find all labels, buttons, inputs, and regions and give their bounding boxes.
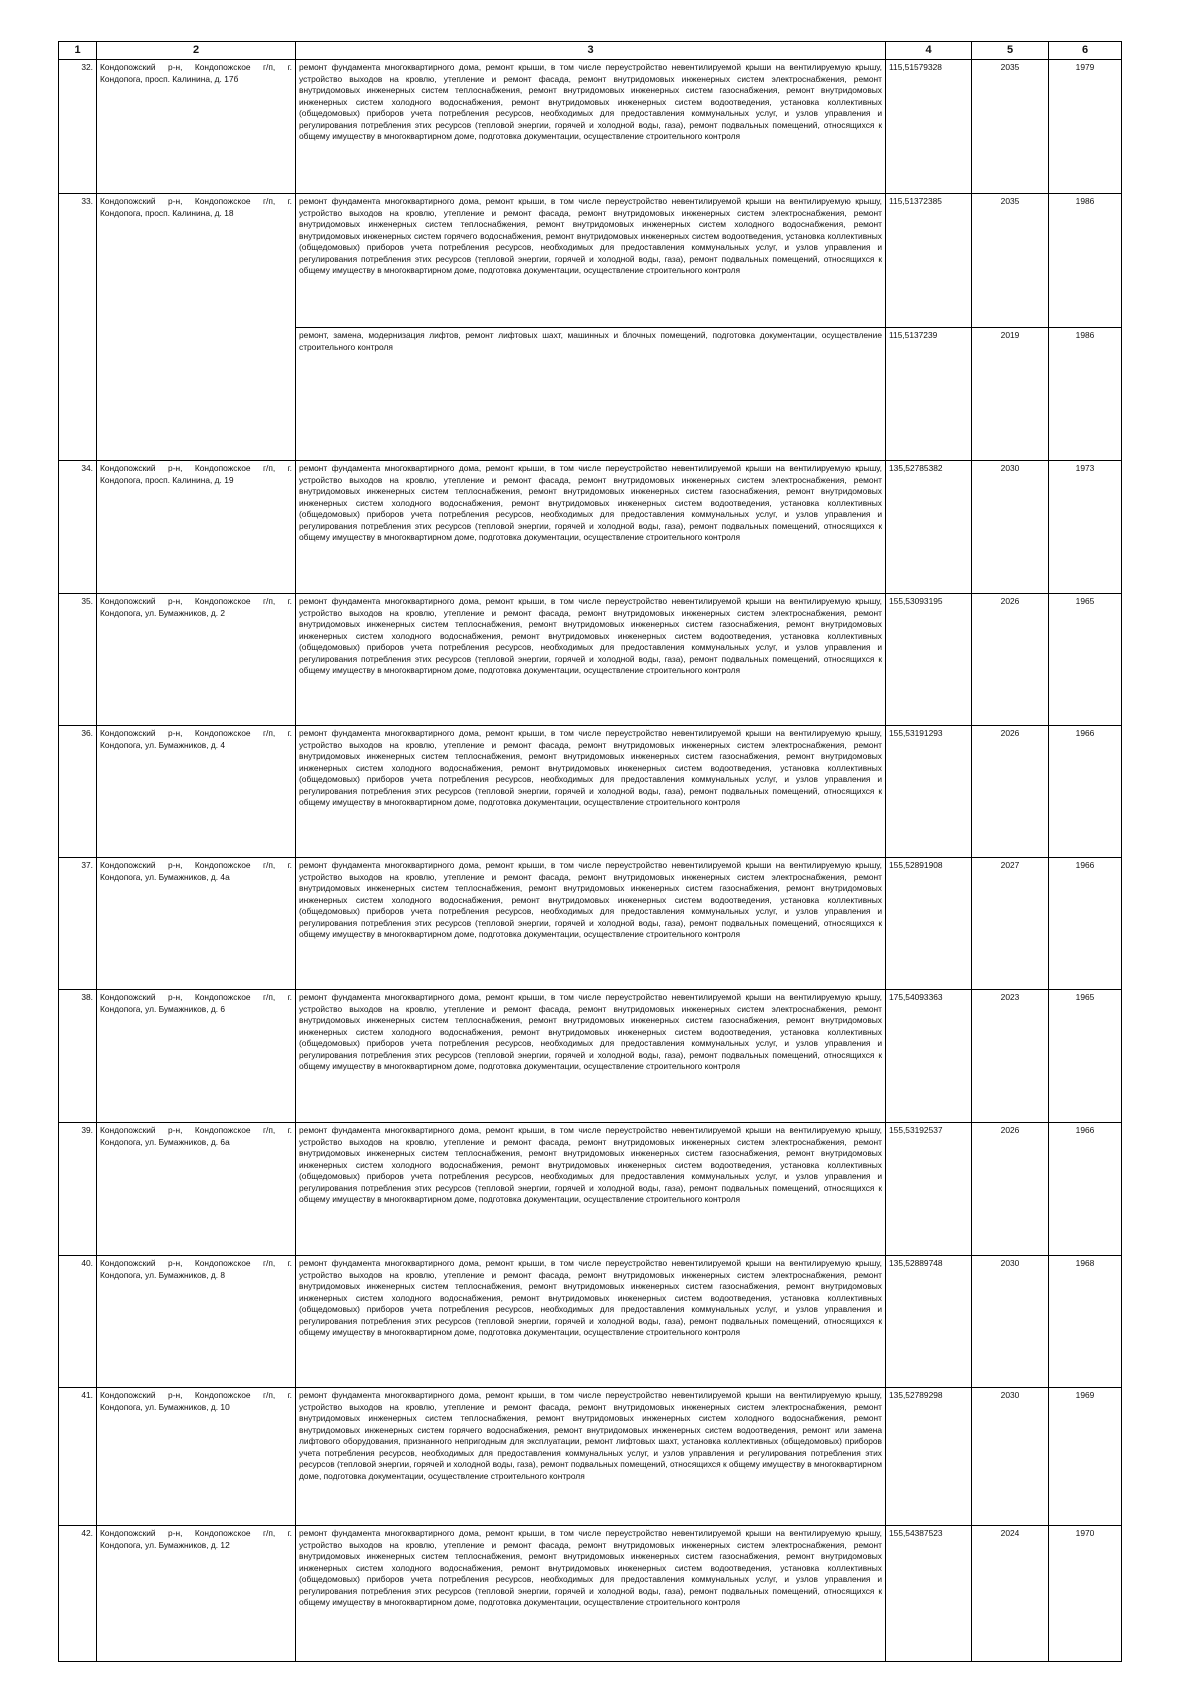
address-cell: Кондопожский р-н, Кондопожское г/п, г. Кондопога, просп. Калинина, д. 18 — [97, 194, 296, 461]
cost-cell: 115,51372385 — [886, 194, 972, 328]
year-cell: 2035 — [972, 60, 1049, 194]
row-number: 34. — [59, 461, 97, 594]
column-header: 1 — [59, 42, 97, 60]
built-year-cell: 1965 — [1049, 594, 1122, 726]
cost-cell: 175,54093363 — [886, 990, 972, 1123]
cost-cell: 155,53191293 — [886, 726, 972, 858]
built-year-cell: 1968 — [1049, 1256, 1122, 1388]
column-header: 3 — [296, 42, 886, 60]
built-year-cell: 1969 — [1049, 1388, 1122, 1526]
works-cell: ремонт, замена, модернизация лифтов, ремонт лифтовых шахт, машинных и блочных помещений, подготовка документации, осуществление строительного контроля — [296, 328, 886, 461]
row-number: 39. — [59, 1123, 97, 1256]
address-cell: Кондопожский р-н, Кондопожское г/п, г. Кондопога, ул. Бумажников, д. 4а — [97, 858, 296, 990]
row-number: 40. — [59, 1256, 97, 1388]
works-cell: ремонт фундамента многоквартирного дома, ремонт крыши, в том числе переустройство невентилируемой крыши на вентилируемую крышу, устройство выходов на кровлю, утепление и ремонт фасада, ремонт внутридомовых инженерных систем электроснабжения, ремонт внутридомовых инженерных систем теплоснабжения, ремонт внутридомовых инженерных систем газоснабжения, ремонт внутридомовых инженерных систем холодного водоснабжения, ремонт внутридомовых инженерных систем водоотведения, установка коллективных (общедомовых) приборов учета потребления ресурсов, необходимых для предоставления коммунальных услуг, и узлов управления и регулирования потребления этих ресурсов (тепловой энергии, горячей и холодной воды, газа), ремонт подвальных помещений, относящихся к общему имуществу в многоквартирном доме, подготовка документации, осуществление строительного контроля — [296, 726, 886, 858]
table-row — [59, 461, 1122, 594]
table-row — [59, 1388, 1122, 1526]
built-year-cell: 1966 — [1049, 1123, 1122, 1256]
year-cell: 2026 — [972, 1123, 1049, 1256]
table-row — [59, 594, 1122, 726]
works-cell: ремонт фундамента многоквартирного дома, ремонт крыши, в том числе переустройство невентилируемой крыши на вентилируемую крышу, устройство выходов на кровлю, утепление и ремонт фасада, ремонт внутридомовых инженерных систем электроснабжения, ремонт внутридомовых инженерных систем теплоснабжения, ремонт внутридомовых инженерных систем газоснабжения, ремонт внутридомовых инженерных систем холодного водоснабжения, ремонт внутридомовых инженерных систем водоотведения, установка коллективных (общедомовых) приборов учета потребления ресурсов, необходимых для предоставления коммунальных услуг, и узлов управления и регулирования потребления этих ресурсов (тепловой энергии, горячей и холодной воды, газа), ремонт подвальных помещений, относящихся к общему имуществу в многоквартирном доме, подготовка документации, осуществление строительного контроля — [296, 1256, 886, 1388]
table-row — [59, 60, 1122, 194]
address-cell: Кондопожский р-н, Кондопожское г/п, г. Кондопога, ул. Бумажников, д. 4 — [97, 726, 296, 858]
address-cell: Кондопожский р-н, Кондопожское г/п, г. Кондопога, ул. Бумажников, д. 2 — [97, 594, 296, 726]
table-row — [59, 1123, 1122, 1256]
row-number: 33. — [59, 194, 97, 461]
year-cell: 2026 — [972, 594, 1049, 726]
cost-cell: 115,5137239 — [886, 328, 972, 461]
address-cell: Кондопожский р-н, Кондопожское г/п, г. Кондопога, ул. Бумажников, д. 6а — [97, 1123, 296, 1256]
row-number: 38. — [59, 990, 97, 1123]
year-cell: 2027 — [972, 858, 1049, 990]
year-cell: 2030 — [972, 1388, 1049, 1526]
cost-cell: 155,52891908 — [886, 858, 972, 990]
works-cell: ремонт фундамента многоквартирного дома, ремонт крыши, в том числе переустройство невентилируемой крыши на вентилируемую крышу, устройство выходов на кровлю, утепление и ремонт фасада, ремонт внутридомовых инженерных систем электроснабжения, ремонт внутридомовых инженерных систем теплоснабжения, ремонт внутридомовых инженерных систем газоснабжения, ремонт внутридомовых инженерных систем холодного водоснабжения, ремонт внутридомовых инженерных систем водоотведения, установка коллективных (общедомовых) приборов учета потребления ресурсов, необходимых для предоставления коммунальных услуг, и узлов управления и регулирования потребления этих ресурсов (тепловой энергии, горячей и холодной воды, газа), ремонт подвальных помещений, относящихся к общему имуществу в многоквартирном доме, подготовка документации, осуществление строительного контроля — [296, 461, 886, 594]
cost-cell: 135,52789298 — [886, 1388, 972, 1526]
address-cell: Кондопожский р-н, Кондопожское г/п, г. Кондопога, ул. Бумажников, д. 8 — [97, 1256, 296, 1388]
address-cell: Кондопожский р-н, Кондопожское г/п, г. Кондопога, просп. Калинина, д. 17б — [97, 60, 296, 194]
address-cell: Кондопожский р-н, Кондопожское г/п, г. Кондопога, ул. Бумажников, д. 6 — [97, 990, 296, 1123]
built-year-cell: 1986 — [1049, 328, 1122, 461]
table-row — [59, 990, 1122, 1123]
table-row — [59, 1256, 1122, 1388]
year-cell: 2023 — [972, 990, 1049, 1123]
row-number: 41. — [59, 1388, 97, 1526]
cost-cell: 155,53192537 — [886, 1123, 972, 1256]
built-year-cell: 1986 — [1049, 194, 1122, 328]
built-year-cell: 1966 — [1049, 726, 1122, 858]
cost-cell: 135,52889748 — [886, 1256, 972, 1388]
cost-cell: 115,51579328 — [886, 60, 972, 194]
column-header: 6 — [1049, 42, 1122, 60]
row-number: 36. — [59, 726, 97, 858]
address-cell: Кондопожский р-н, Кондопожское г/п, г. Кондопога, просп. Калинина, д. 19 — [97, 461, 296, 594]
row-number: 32. — [59, 60, 97, 194]
year-cell: 2030 — [972, 461, 1049, 594]
works-cell: ремонт фундамента многоквартирного дома, ремонт крыши, в том числе переустройство невентилируемой крыши на вентилируемую крышу, устройство выходов на кровлю, утепление и ремонт фасада, ремонт внутридомовых инженерных систем электроснабжения, ремонт внутридомовых инженерных систем теплоснабжения, ремонт внутридомовых инженерных систем газоснабжения, ремонт внутридомовых инженерных систем холодного водоснабжения, ремонт внутридомовых инженерных систем водоотведения, установка коллективных (общедомовых) приборов учета потребления ресурсов, необходимых для предоставления коммунальных услуг, и узлов управления и регулирования потребления этих ресурсов (тепловой энергии, горячей и холодной воды, газа), ремонт подвальных помещений, относящихся к общему имуществу в многоквартирном доме, подготовка документации, осуществление строительного контроля — [296, 1123, 886, 1256]
table-row — [59, 194, 1122, 328]
built-year-cell: 1965 — [1049, 990, 1122, 1123]
column-header: 2 — [97, 42, 296, 60]
works-cell: ремонт фундамента многоквартирного дома, ремонт крыши, в том числе переустройство невентилируемой крыши на вентилируемую крышу, устройство выходов на кровлю, утепление и ремонт фасада, ремонт внутридомовых инженерных систем электроснабжения, ремонт внутридомовых инженерных систем теплоснабжения, ремонт внутридомовых инженерных систем холодного водоснабжения, ремонт внутридомовых инженерных систем горячего водоснабжения, ремонт внутридомовых инженерных систем водоотведения, ремонт или замена лифтового оборудования, признанного непригодным для эксплуатации, ремонт лифтовых шахт, установка коллективных (общедомовых) приборов учета потребления ресурсов, необходимых для предоставления коммунальных услуг, и узлов управления и регулирования потребления этих ресурсов (тепловой энергии, горячей и холодной воды, газа), ремонт подвальных помещений, относящихся к общему имуществу в многоквартирном доме, подготовка документации, осуществление строительного контроля — [296, 1388, 886, 1526]
built-year-cell: 1979 — [1049, 60, 1122, 194]
column-header: 5 — [972, 42, 1049, 60]
address-cell: Кондопожский р-н, Кондопожское г/п, г. Кондопога, ул. Бумажников, д. 10 — [97, 1388, 296, 1526]
row-number: 35. — [59, 594, 97, 726]
address-cell: Кондопожский р-н, Кондопожское г/п, г. Кондопога, ул. Бумажников, д. 12 — [97, 1526, 296, 1662]
built-year-cell: 1966 — [1049, 858, 1122, 990]
table-row — [59, 858, 1122, 990]
built-year-cell: 1970 — [1049, 1526, 1122, 1662]
cost-cell: 155,54387523 — [886, 1526, 972, 1662]
built-year-cell: 1973 — [1049, 461, 1122, 594]
header-row — [59, 42, 1122, 60]
table-row — [59, 726, 1122, 858]
registry-table — [58, 41, 1122, 1662]
works-cell: ремонт фундамента многоквартирного дома, ремонт крыши, в том числе переустройство невентилируемой крыши на вентилируемую крышу, устройство выходов на кровлю, утепление и ремонт фасада, ремонт внутридомовых инженерных систем электроснабжения, ремонт внутридомовых инженерных систем теплоснабжения, ремонт внутридомовых инженерных систем газоснабжения, ремонт внутридомовых инженерных систем холодного водоснабжения, ремонт внутридомовых инженерных систем водоотведения, установка коллективных (общедомовых) приборов учета потребления ресурсов, необходимых для предоставления коммунальных услуг, и узлов управления и регулирования потребления этих ресурсов (тепловой энергии, горячей и холодной воды, газа), ремонт подвальных помещений, относящихся к общему имуществу в многоквартирном доме, подготовка документации, осуществление строительного контроля — [296, 594, 886, 726]
works-cell: ремонт фундамента многоквартирного дома, ремонт крыши, в том числе переустройство невентилируемой крыши на вентилируемую крышу, устройство выходов на кровлю, утепление и ремонт фасада, ремонт внутридомовых инженерных систем электроснабжения, ремонт внутридомовых инженерных систем теплоснабжения, ремонт внутридомовых инженерных систем холодного водоснабжения, ремонт внутридомовых инженерных систем горячего водоснабжения, ремонт внутридомовых инженерных систем водоотведения, установка коллективных (общедомовых) приборов учета потребления ресурсов, необходимых для предоставления коммунальных услуг, и узлов управления и регулирования потребления этих ресурсов (тепловой энергии, горячей и холодной воды, газа), ремонт подвальных помещений, относящихся к общему имуществу в многоквартирном доме, подготовка документации, осуществление строительного контроля — [296, 194, 886, 328]
works-cell: ремонт фундамента многоквартирного дома, ремонт крыши, в том числе переустройство невентилируемой крыши на вентилируемую крышу, устройство выходов на кровлю, утепление и ремонт фасада, ремонт внутридомовых инженерных систем электроснабжения, ремонт внутридомовых инженерных систем теплоснабжения, ремонт внутридомовых инженерных систем газоснабжения, ремонт внутридомовых инженерных систем холодного водоснабжения, ремонт внутридомовых инженерных систем водоотведения, установка коллективных (общедомовых) приборов учета потребления ресурсов, необходимых для предоставления коммунальных услуг, и узлов управления и регулирования потребления этих ресурсов (тепловой энергии, горячей и холодной воды, газа), ремонт подвальных помещений, относящихся к общему имуществу в многоквартирном доме, подготовка документации, осуществление строительного контроля — [296, 60, 886, 194]
table-row — [59, 1526, 1122, 1662]
column-header: 4 — [886, 42, 972, 60]
year-cell: 2035 — [972, 194, 1049, 328]
row-number: 37. — [59, 858, 97, 990]
works-cell: ремонт фундамента многоквартирного дома, ремонт крыши, в том числе переустройство невентилируемой крыши на вентилируемую крышу, устройство выходов на кровлю, утепление и ремонт фасада, ремонт внутридомовых инженерных систем электроснабжения, ремонт внутридомовых инженерных систем теплоснабжения, ремонт внутридомовых инженерных систем газоснабжения, ремонт внутридомовых инженерных систем холодного водоснабжения, ремонт внутридомовых инженерных систем водоотведения, установка коллективных (общедомовых) приборов учета потребления ресурсов, необходимых для предоставления коммунальных услуг, и узлов управления и регулирования потребления этих ресурсов (тепловой энергии, горячей и холодной воды, газа), ремонт подвальных помещений, относящихся к общему имуществу в многоквартирном доме, подготовка документации, осуществление строительного контроля — [296, 858, 886, 990]
works-cell: ремонт фундамента многоквартирного дома, ремонт крыши, в том числе переустройство невентилируемой крыши на вентилируемую крышу, устройство выходов на кровлю, утепление и ремонт фасада, ремонт внутридомовых инженерных систем электроснабжения, ремонт внутридомовых инженерных систем теплоснабжения, ремонт внутридомовых инженерных систем газоснабжения, ремонт внутридомовых инженерных систем холодного водоснабжения, ремонт внутридомовых инженерных систем водоотведения, установка коллективных (общедомовых) приборов учета потребления ресурсов, необходимых для предоставления коммунальных услуг, и узлов управления и регулирования потребления этих ресурсов (тепловой энергии, горячей и холодной воды, газа), ремонт подвальных помещений, относящихся к общему имуществу в многоквартирном доме, подготовка документации, осуществление строительного контроля — [296, 990, 886, 1123]
year-cell: 2026 — [972, 726, 1049, 858]
works-cell: ремонт фундамента многоквартирного дома, ремонт крыши, в том числе переустройство невентилируемой крыши на вентилируемую крышу, устройство выходов на кровлю, утепление и ремонт фасада, ремонт внутридомовых инженерных систем электроснабжения, ремонт внутридомовых инженерных систем теплоснабжения, ремонт внутридомовых инженерных систем газоснабжения, ремонт внутридомовых инженерных систем холодного водоснабжения, ремонт внутридомовых инженерных систем водоотведения, установка коллективных (общедомовых) приборов учета потребления ресурсов, необходимых для предоставления коммунальных услуг, и узлов управления и регулирования потребления этих ресурсов (тепловой энергии, горячей и холодной воды, газа), ремонт подвальных помещений, относящихся к общему имуществу в многоквартирном доме, подготовка документации, осуществление строительного контроля — [296, 1526, 886, 1662]
cost-cell: 135,52785382 — [886, 461, 972, 594]
cost-cell: 155,53093195 — [886, 594, 972, 726]
row-number: 42. — [59, 1526, 97, 1662]
year-cell: 2019 — [972, 328, 1049, 461]
year-cell: 2024 — [972, 1526, 1049, 1662]
year-cell: 2030 — [972, 1256, 1049, 1388]
